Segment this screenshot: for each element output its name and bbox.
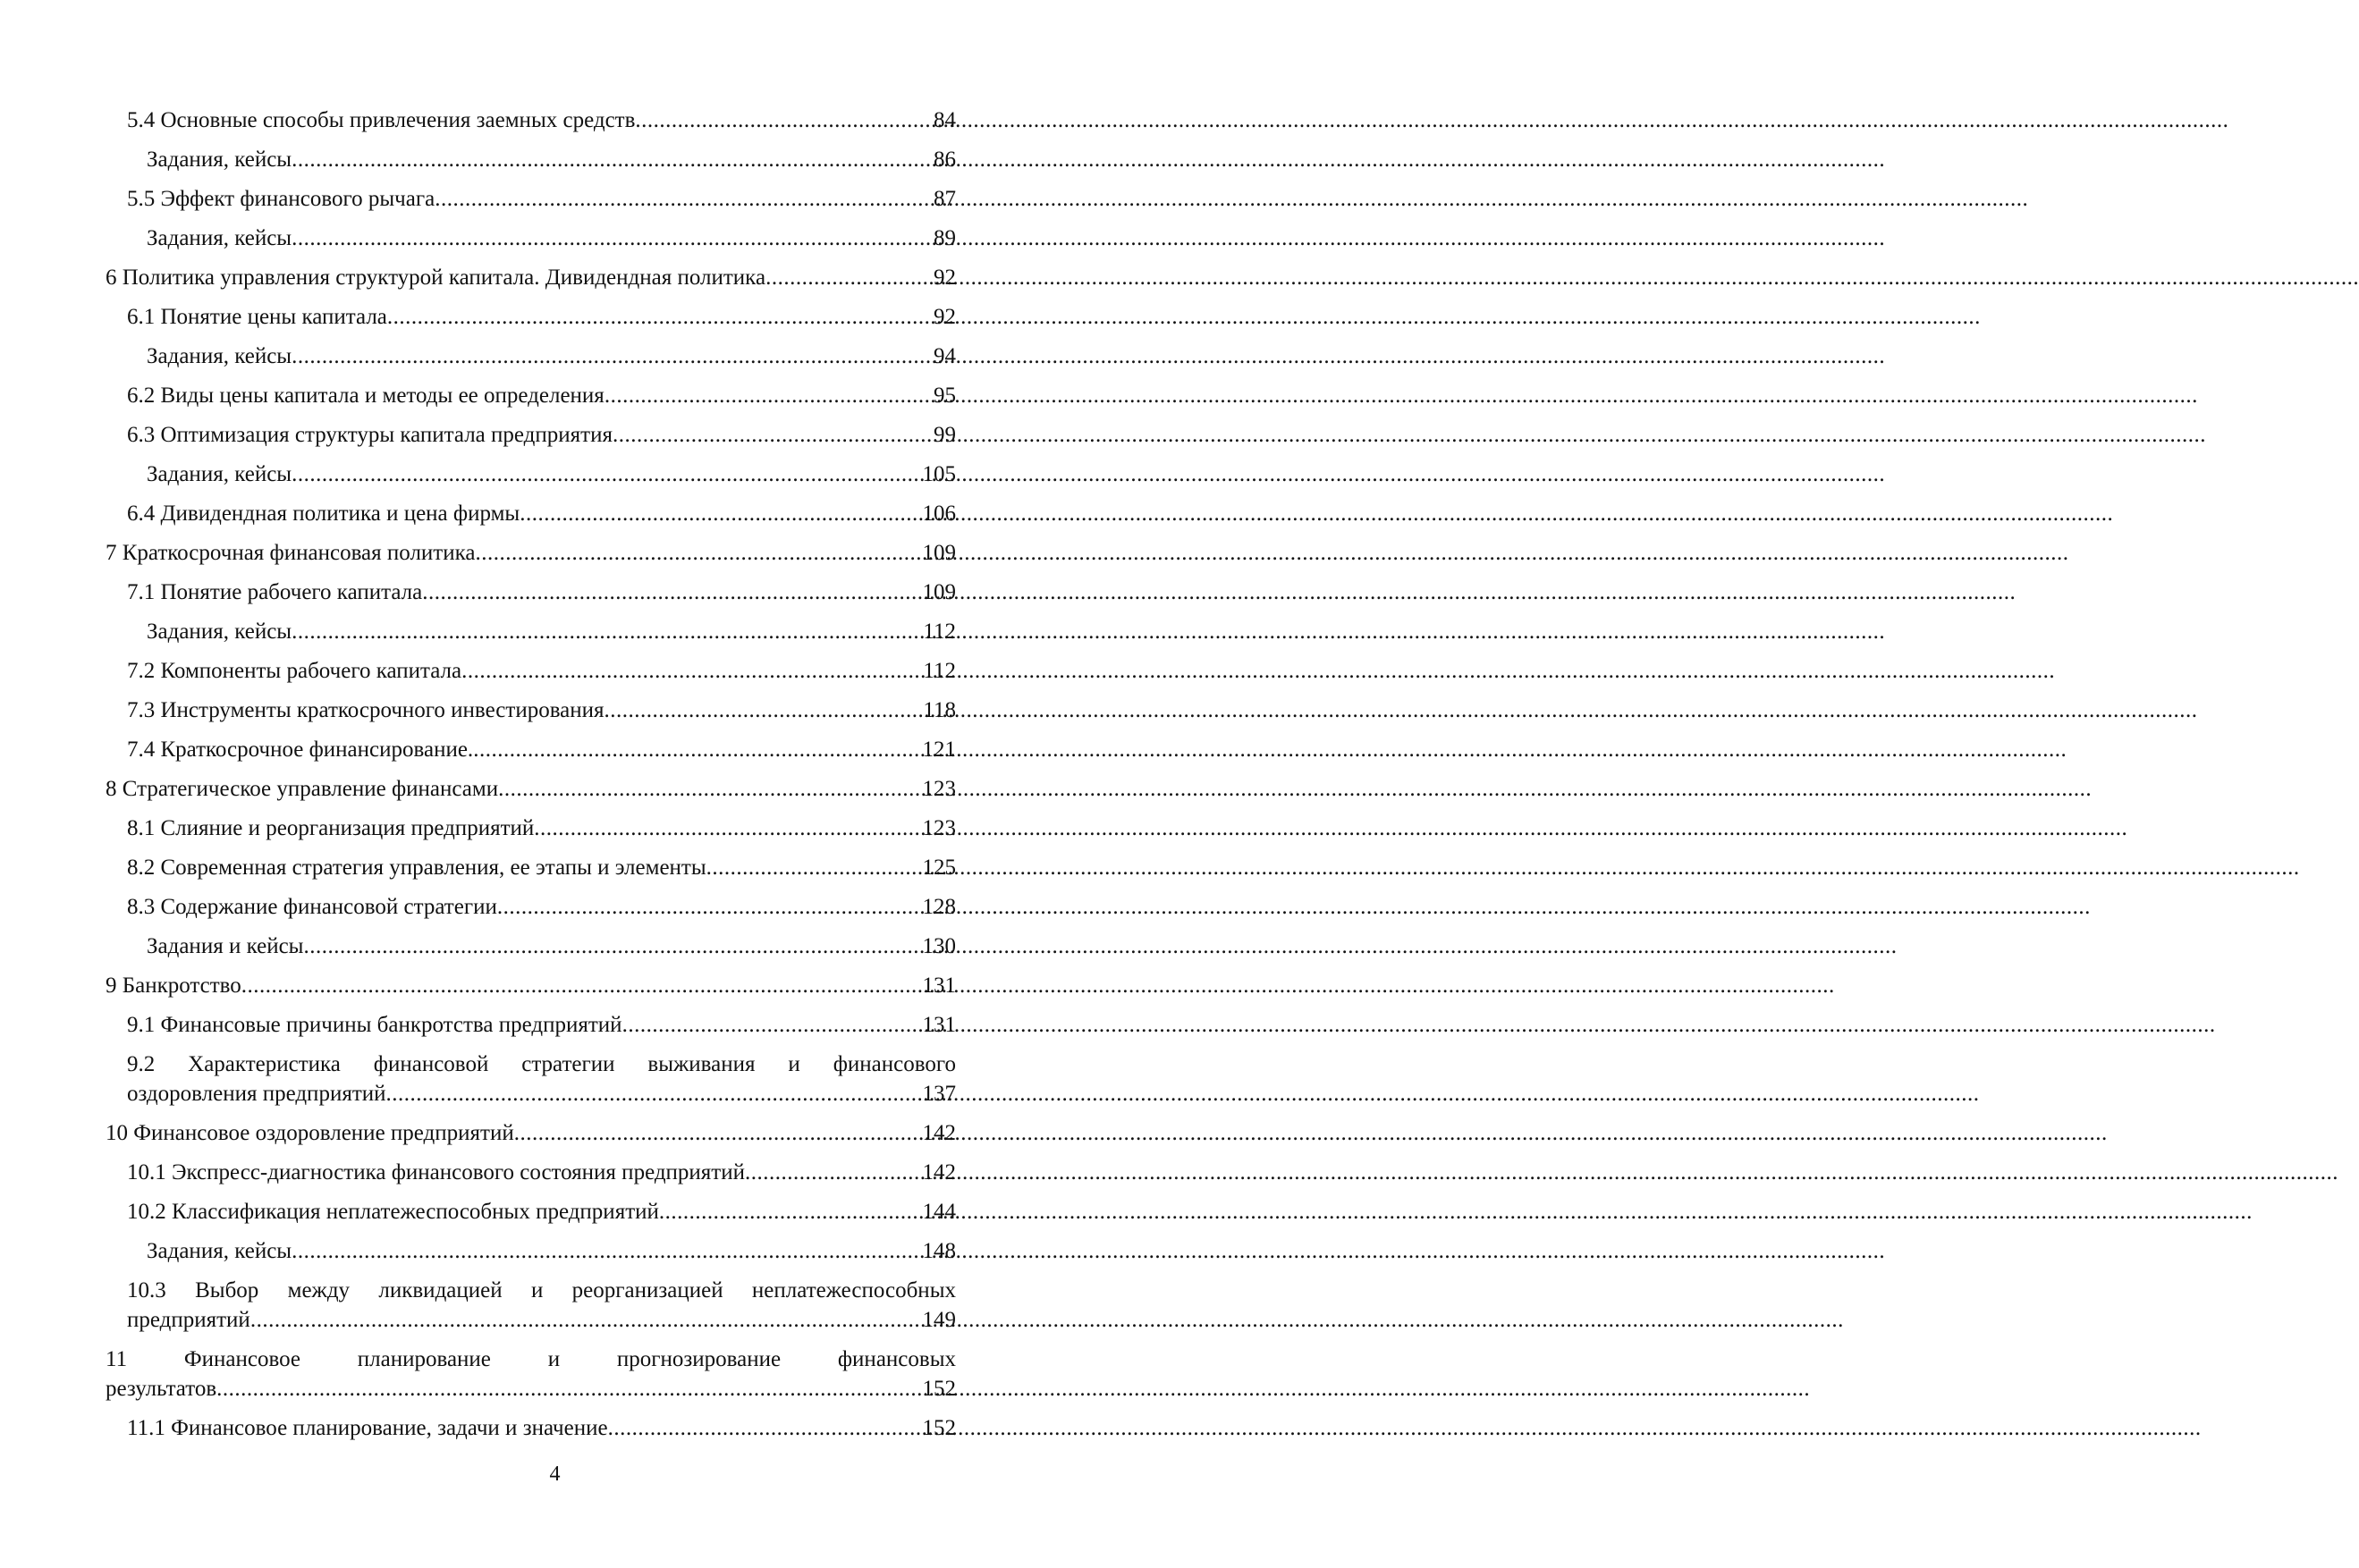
- toc-entry-line: [127, 577, 956, 607]
- toc-entry-title: Задания, кейсы: [147, 1239, 292, 1263]
- dot-leader: [387, 302, 934, 332]
- toc-entry-title: 6.2 Виды цены капитала и методы ее определения: [127, 384, 605, 408]
- toc-entry: [106, 1236, 956, 1266]
- dot-leader: [613, 420, 934, 450]
- toc-entry: [106, 459, 956, 489]
- toc-entry-title: 5.4 Основные способы привлечения заемных средств: [127, 108, 636, 132]
- toc-entry-line: [127, 1010, 956, 1040]
- toc-entry-line: [106, 971, 956, 1000]
- toc-entry-page: 142: [922, 1121, 956, 1145]
- toc-entry-title: 11.1 Финансовое планирование, задачи и значение: [127, 1416, 608, 1440]
- dot-leader: [605, 695, 924, 725]
- toc-entry-line: [147, 341, 956, 371]
- toc-entry-page: 99: [934, 423, 956, 447]
- toc-entry-page: 125: [922, 856, 956, 880]
- dot-leader: [706, 853, 923, 882]
- toc-entry-page: 95: [934, 384, 956, 408]
- toc-entry: [106, 1276, 956, 1335]
- toc-entry: [106, 617, 956, 646]
- dot-leader: [422, 577, 922, 607]
- toc-entry-line: [127, 105, 956, 135]
- toc-entry-line: [127, 302, 956, 332]
- toc-entry-title: 10.1 Экспресс-диагностика финансового состояния предприятий: [127, 1160, 745, 1184]
- toc-entry-page: 89: [934, 226, 956, 250]
- toc-entry-title: 6.3 Оптимизация структуры капитала предприятия: [127, 423, 613, 447]
- toc-entry-page: 109: [922, 541, 956, 565]
- dot-leader: [473, 735, 922, 764]
- toc-entry-title: Задания, кейсы: [147, 462, 292, 486]
- toc-entry-page: 142: [922, 1160, 956, 1184]
- dot-leader: [498, 774, 922, 804]
- toc-entry-title: 10.2 Классификация неплатежеспособных предприятий: [127, 1200, 659, 1224]
- toc-entry-line: [127, 814, 956, 843]
- toc-entry-line: [147, 145, 956, 174]
- dot-leader: [292, 145, 934, 174]
- toc-entry: [106, 814, 956, 843]
- toc-entry-page: 131: [922, 1013, 956, 1037]
- toc-entry-title: 6.4 Дивидендная политика и цена фирмы: [127, 502, 520, 526]
- toc-entry-page: 92: [934, 305, 956, 329]
- toc-entry-page: 128: [922, 895, 956, 919]
- toc-entry-title: Задания, кейсы: [147, 620, 292, 644]
- toc-entry-page: 106: [922, 502, 956, 526]
- dot-leader: [514, 1118, 923, 1148]
- toc-entry-line: [147, 617, 956, 646]
- toc-entry-title: 6.1 Понятие цены капитала: [127, 305, 387, 329]
- toc-entry-line: [127, 184, 956, 214]
- toc-entry-title: 7.2 Компоненты рабочего капитала: [127, 659, 462, 683]
- toc-entry-title-first-line: 9.2 Характеристика финансовой стратегии выживания и финансового: [127, 1052, 956, 1076]
- toc-entry-title: 8 Стратегическое управление финансами: [106, 777, 499, 801]
- toc-entry: [106, 1345, 956, 1404]
- toc-entry-title: Задания, кейсы: [147, 344, 292, 368]
- toc-entry-title: 7.1 Понятие рабочего капитала: [127, 580, 423, 604]
- toc-entry: [106, 853, 956, 882]
- toc-entry-line: [127, 381, 956, 410]
- toc-entry-title: Задания и кейсы: [147, 934, 304, 958]
- toc-entry: [106, 381, 956, 410]
- toc-entry-line: [127, 892, 956, 922]
- toc-entry: [106, 184, 956, 214]
- toc-entry-page: 105: [922, 462, 956, 486]
- toc-entry-title: 8.3 Содержание финансовой стратегии: [127, 895, 497, 919]
- toc-entry-title: 7.4 Краткосрочное финансирование.: [127, 738, 474, 762]
- dot-leader: [605, 381, 934, 410]
- toc-entry-title: 8.2 Современная стратегия управления, ее этапы и элементы: [127, 856, 706, 880]
- toc-entry: [106, 1413, 956, 1443]
- dot-leader: [241, 971, 923, 1000]
- toc-entry-page: 92: [934, 266, 956, 290]
- dot-leader: [520, 499, 922, 528]
- dot-leader: [475, 538, 922, 568]
- toc-entry-page: 109: [922, 580, 956, 604]
- toc-entry: [106, 735, 956, 764]
- toc-entry-page: 112: [923, 659, 956, 683]
- toc-entry: [106, 774, 956, 804]
- dot-leader: [745, 1158, 923, 1187]
- toc-entry: [106, 538, 956, 568]
- toc-entry-title: результатов: [106, 1377, 217, 1401]
- toc-entry-title: 9.1 Финансовые причины банкротства предприятий: [127, 1013, 622, 1037]
- toc-entry: [106, 1050, 956, 1109]
- toc-entry-line: [127, 420, 956, 450]
- toc-entry: [106, 499, 956, 528]
- toc-entry-line: [147, 223, 956, 253]
- dot-leader: [292, 223, 934, 253]
- toc-entry-title: предприятий: [127, 1308, 250, 1332]
- toc-entry-title: 9 Банкротство: [106, 974, 241, 998]
- toc-entry: [106, 695, 956, 725]
- dot-leader: [303, 932, 922, 961]
- toc-entry: [106, 105, 956, 135]
- toc-entry-line: [106, 263, 956, 292]
- toc-entry-page: 121: [922, 738, 956, 762]
- dot-leader: [386, 1079, 923, 1109]
- toc-entry-line: [127, 1305, 956, 1335]
- toc-entry: [106, 892, 956, 922]
- toc-entry-title: 10 Финансовое оздоровление предприятий: [106, 1121, 514, 1145]
- toc-entry-page: 94: [934, 344, 956, 368]
- toc-entry: [106, 145, 956, 174]
- toc-entry-page: 149: [922, 1308, 956, 1332]
- toc-entry-page: 112: [923, 620, 956, 644]
- toc-entry: [106, 302, 956, 332]
- dot-leader: [461, 656, 923, 686]
- toc-entry-page: 137: [922, 1082, 956, 1106]
- toc-entry-line: [106, 1374, 956, 1404]
- toc-entry-line: [127, 1079, 956, 1109]
- toc-entry-line: [127, 656, 956, 686]
- toc-entry-title: 7 Краткосрочная финансовая политика: [106, 541, 476, 565]
- toc-entry-line: [127, 695, 956, 725]
- toc-entry: [106, 971, 956, 1000]
- toc-entry-page: 130: [922, 934, 956, 958]
- toc-entry: [106, 420, 956, 450]
- toc-entry: [106, 1158, 956, 1187]
- toc-entry-line: [127, 1197, 956, 1227]
- page-number: 4: [549, 1463, 561, 1486]
- toc-entry-title: Задания, кейсы: [147, 148, 292, 172]
- dot-leader: [216, 1374, 922, 1404]
- dot-leader: [250, 1305, 923, 1335]
- dot-leader: [292, 617, 923, 646]
- toc-entry-line: [106, 774, 956, 804]
- toc-entry-line: [127, 735, 956, 764]
- toc-entry-page: 84: [934, 108, 956, 132]
- toc-entry: [106, 1010, 956, 1040]
- dot-leader: [659, 1197, 923, 1227]
- toc-entry-line: [127, 1413, 956, 1443]
- toc-entry-title: 8.1 Слияние и реорганизация предприятий: [127, 816, 535, 840]
- toc-entry-line: [127, 499, 956, 528]
- toc-entry: [106, 932, 956, 961]
- toc-entry-line: [106, 538, 956, 568]
- toc-entry-title-first-line: 10.3 Выбор между ликвидацией и реорганизацией неплатежеспособных: [127, 1278, 956, 1302]
- toc-entry-page: 144: [922, 1200, 956, 1224]
- toc-entry-line: [106, 1118, 956, 1148]
- dot-leader: [635, 105, 934, 135]
- toc-entry: [106, 341, 956, 371]
- toc-entry-title: 5.5 Эффект финансового рычага: [127, 187, 435, 211]
- dot-leader: [292, 459, 922, 489]
- toc-entry-line: [127, 1158, 956, 1187]
- toc-entry-page: 86: [934, 148, 956, 172]
- dot-leader: [435, 184, 934, 214]
- table-of-contents: [106, 105, 956, 1453]
- toc-entry: [106, 1197, 956, 1227]
- toc-entry-page: 87: [934, 187, 956, 211]
- toc-entry-line: [127, 853, 956, 882]
- toc-entry: [106, 1118, 956, 1148]
- toc-entry-page: 148: [922, 1239, 956, 1263]
- dot-leader: [292, 1236, 922, 1266]
- toc-entry-title: 7.3 Инструменты краткосрочного инвестирования: [127, 698, 605, 722]
- toc-entry-title: 6 Политика управления структурой капитала. Дивидендная политика: [106, 266, 766, 290]
- toc-entry-title: оздоровления предприятий: [127, 1082, 386, 1106]
- toc-entry-line: [147, 459, 956, 489]
- toc-entry-page: 118: [923, 698, 956, 722]
- toc-entry-page: 131: [922, 974, 956, 998]
- toc-entry-line: [147, 932, 956, 961]
- toc-entry-page: 123: [922, 816, 956, 840]
- toc-entry: [106, 577, 956, 607]
- dot-leader: [608, 1413, 923, 1443]
- toc-entry-page: 152: [922, 1416, 956, 1440]
- toc-entry-page: 152: [922, 1377, 956, 1401]
- toc-entry-line: [147, 1236, 956, 1266]
- dot-leader: [534, 814, 922, 843]
- toc-entry: [106, 223, 956, 253]
- dot-leader: [497, 892, 923, 922]
- toc-entry: [106, 263, 956, 292]
- dot-leader: [765, 263, 934, 292]
- dot-leader: [292, 341, 934, 371]
- dot-leader: [622, 1010, 923, 1040]
- toc-entry-page: 123: [922, 777, 956, 801]
- toc-entry: [106, 656, 956, 686]
- toc-entry-title-first-line: 11 Финансовое планирование и прогнозирование финансовых: [106, 1347, 956, 1371]
- toc-entry-title: Задания, кейсы: [147, 226, 292, 250]
